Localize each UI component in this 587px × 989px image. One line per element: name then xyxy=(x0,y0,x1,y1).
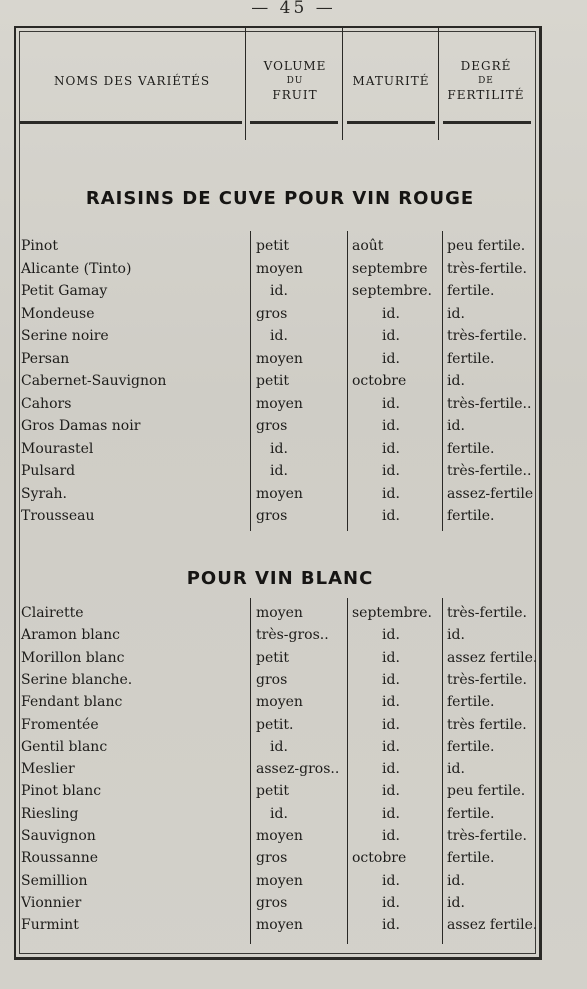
table-row xyxy=(16,892,544,914)
fruit-volume: moyen xyxy=(256,917,303,934)
fertility-degree: assez fertile. xyxy=(447,649,538,666)
header-rule xyxy=(250,121,338,124)
variety-name: Fromentée xyxy=(21,716,99,733)
table-row xyxy=(16,602,544,624)
variety-name: Cahors xyxy=(21,395,72,412)
maturity: octobre xyxy=(352,373,407,389)
fruit-volume: id. xyxy=(270,283,288,299)
maturity: id. xyxy=(382,805,400,822)
fruit-volume: id. xyxy=(270,738,288,755)
fertility-degree: fertile. xyxy=(447,508,495,524)
maturity: id. xyxy=(382,328,400,344)
header-rule xyxy=(443,121,531,124)
table-header xyxy=(16,28,539,134)
maturity: id. xyxy=(382,894,400,911)
header-maturity xyxy=(344,28,438,134)
header-volume-line2: DU xyxy=(286,75,304,86)
header-volume-line1: VOLUME xyxy=(263,58,327,73)
fruit-volume: gros xyxy=(256,418,288,434)
variety-name: Serine noire xyxy=(21,328,109,344)
maturity: id. xyxy=(382,627,400,644)
table-row xyxy=(16,780,544,802)
fertility-degree: assez fertile. xyxy=(447,917,538,934)
fertility-degree: peu fertile. xyxy=(447,238,526,254)
variety-name: Pinot xyxy=(21,238,58,254)
fruit-volume: moyen xyxy=(256,872,303,889)
variety-name: Persan xyxy=(21,350,70,367)
maturity: id. xyxy=(382,917,400,934)
fruit-volume: id. xyxy=(270,440,288,457)
table-row xyxy=(16,669,544,691)
variety-name: Riesling xyxy=(21,805,79,822)
variety-name: Aramon blanc xyxy=(21,627,120,644)
fertility-degree: fertile. xyxy=(447,440,495,457)
maturity: id. xyxy=(382,761,400,778)
fertility-degree: id. xyxy=(447,418,465,434)
fruit-volume: moyen xyxy=(256,485,303,502)
fertility-degree: fertile. xyxy=(447,738,495,755)
fruit-volume: gros xyxy=(256,508,288,524)
header-rule xyxy=(347,121,435,124)
table-row xyxy=(16,325,544,347)
variety-name: Gros Damas noir xyxy=(21,418,141,434)
table-row xyxy=(16,258,544,280)
header-fertility-line1: DEGRÉ xyxy=(460,58,512,73)
maturity: id. xyxy=(382,716,400,733)
table-row xyxy=(16,280,544,302)
fruit-volume: gros xyxy=(256,305,288,322)
table-row xyxy=(16,370,544,392)
page-number: — 45 — xyxy=(251,0,336,18)
maturity: id. xyxy=(382,872,400,889)
fruit-volume: petit xyxy=(256,649,289,666)
variety-name: Mondeuse xyxy=(21,305,95,322)
fruit-volume: moyen xyxy=(256,395,303,412)
table-row xyxy=(16,348,544,370)
header-name-label: NOMS DES VARIÉTÉS xyxy=(53,73,211,88)
variety-name: Gentil blanc xyxy=(21,738,108,755)
table-row xyxy=(16,235,544,257)
variety-name: Furmint xyxy=(21,917,79,934)
fertility-degree: très-fertile. xyxy=(447,671,527,688)
fertility-degree: très-fertile. xyxy=(447,605,527,621)
maturity: septembre. xyxy=(352,605,433,621)
fertility-degree: très-fertile. xyxy=(447,828,527,844)
variety-name: Syrah. xyxy=(21,485,68,502)
variety-name: Roussanne xyxy=(21,850,99,867)
variety-name: Sauvignon xyxy=(21,828,96,844)
fertility-degree: très-fertile.. xyxy=(447,463,532,479)
maturity: id. xyxy=(382,828,400,844)
variety-name: Fendant blanc xyxy=(21,694,123,711)
table-row xyxy=(16,303,544,325)
variety-name: Petit Gamay xyxy=(21,283,108,299)
variety-name: Trousseau xyxy=(21,508,95,524)
fruit-volume: id. xyxy=(270,805,288,822)
variety-name: Alicante (Tinto) xyxy=(21,260,132,277)
header-volume xyxy=(248,28,342,134)
table-row xyxy=(16,714,544,736)
table-row xyxy=(16,736,544,758)
maturity: octobre xyxy=(352,850,407,867)
header-divider xyxy=(245,28,246,140)
fruit-volume: petit xyxy=(256,783,289,800)
maturity: id. xyxy=(382,305,400,322)
table-row xyxy=(16,691,544,713)
fruit-volume: gros xyxy=(256,894,288,911)
variety-name: Clairette xyxy=(21,605,84,621)
maturity: id. xyxy=(382,783,400,800)
fertility-degree: id. xyxy=(447,373,465,389)
table-row xyxy=(16,870,544,892)
fertility-degree: assez-fertile xyxy=(447,485,534,502)
variety-name: Cabernet-Sauvignon xyxy=(21,373,167,389)
fertility-degree: très-fertile. xyxy=(447,328,527,344)
table-row xyxy=(16,483,544,505)
table-row xyxy=(16,460,544,482)
maturity: id. xyxy=(382,671,400,688)
maturity: id. xyxy=(382,508,400,524)
header-fertility-line2: DE xyxy=(478,75,494,86)
maturity: id. xyxy=(382,694,400,711)
fertility-degree: fertile. xyxy=(447,805,495,822)
maturity: id. xyxy=(382,649,400,666)
fruit-volume: moyen xyxy=(256,605,303,621)
maturity: id. xyxy=(382,738,400,755)
header-name xyxy=(20,28,244,134)
fruit-volume: moyen xyxy=(256,694,303,711)
fruit-volume: gros xyxy=(256,671,288,688)
table-row xyxy=(16,825,544,847)
fruit-volume: moyen xyxy=(256,260,303,277)
fertility-degree: très-fertile.. xyxy=(447,395,532,412)
table-row xyxy=(16,847,544,869)
variety-name: Serine blanche. xyxy=(21,671,133,688)
table-row xyxy=(16,914,544,936)
header-fertility xyxy=(440,28,532,134)
section-title-red: RAISINS DE CUVE POUR VIN ROUGE xyxy=(85,188,475,209)
fruit-volume: très-gros.. xyxy=(256,627,329,644)
table-row xyxy=(16,438,544,460)
fruit-volume: gros xyxy=(256,850,288,867)
fertility-degree: très-fertile. xyxy=(447,260,527,277)
header-fertility-line3: FERTILITÉ xyxy=(447,88,525,103)
fruit-volume: petit xyxy=(256,373,289,389)
maturity: septembre. xyxy=(352,283,433,299)
variety-name: Mourastel xyxy=(21,440,94,457)
variety-name: Pinot blanc xyxy=(21,783,102,800)
maturity: id. xyxy=(382,395,400,412)
table-row xyxy=(16,393,544,415)
table-row xyxy=(16,803,544,825)
fertility-degree: fertile. xyxy=(447,694,495,711)
table-row xyxy=(16,505,544,527)
variety-name: Pulsard xyxy=(21,463,76,479)
header-volume-line3: FRUIT xyxy=(272,88,318,103)
header-divider xyxy=(438,28,439,140)
table-row xyxy=(16,647,544,669)
fruit-volume: petit. xyxy=(256,716,294,733)
fertility-degree: fertile. xyxy=(447,850,495,867)
table-row xyxy=(16,758,544,780)
header-rule xyxy=(20,121,242,124)
variety-name: Meslier xyxy=(21,761,75,778)
maturity: id. xyxy=(382,440,400,457)
table-frame xyxy=(14,26,542,960)
fertility-degree: id. xyxy=(447,305,465,322)
maturity: id. xyxy=(382,485,400,502)
fertility-degree: peu fertile. xyxy=(447,783,526,800)
maturity: id. xyxy=(382,350,400,367)
fertility-degree: fertile. xyxy=(447,283,495,299)
fruit-volume: moyen xyxy=(256,350,303,367)
fertility-degree: id. xyxy=(447,627,465,644)
maturity: août xyxy=(352,238,384,254)
header-divider xyxy=(342,28,343,140)
maturity: id. xyxy=(382,463,400,479)
fruit-volume: petit xyxy=(256,238,289,254)
fruit-volume: id. xyxy=(270,328,288,344)
fruit-volume: assez-gros.. xyxy=(256,761,340,778)
maturity: septembre xyxy=(352,260,428,277)
fertility-degree: fertile. xyxy=(447,350,495,367)
fruit-volume: moyen xyxy=(256,828,303,844)
table-row xyxy=(16,624,544,646)
fertility-degree: très fertile. xyxy=(447,716,527,733)
variety-name: Vionnier xyxy=(21,894,82,911)
fertility-degree: id. xyxy=(447,761,465,778)
section-title-white: POUR VIN BLANC xyxy=(186,568,374,589)
variety-name: Morillon blanc xyxy=(21,649,125,666)
fertility-degree: id. xyxy=(447,872,465,889)
table-row xyxy=(16,415,544,437)
fertility-degree: id. xyxy=(447,894,465,911)
maturity: id. xyxy=(382,418,400,434)
variety-name: Semillion xyxy=(21,872,88,889)
header-maturity-label: MATURITÉ xyxy=(352,73,430,88)
fruit-volume: id. xyxy=(270,463,288,479)
